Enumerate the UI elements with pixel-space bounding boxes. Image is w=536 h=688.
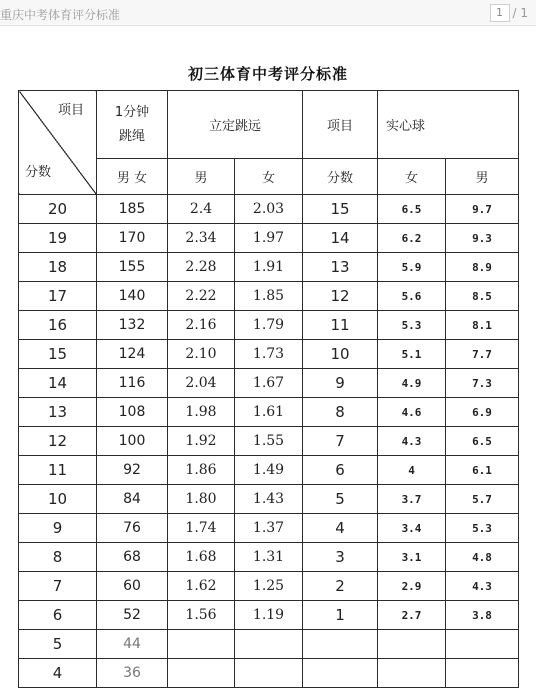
table-row — [19, 398, 519, 427]
jump-female-cell: 1.97 — [235, 224, 303, 253]
score-cell: 10 — [19, 485, 97, 514]
score2-cell: 11 — [303, 311, 378, 340]
score-cell: 9 — [19, 514, 97, 543]
jump-male-cell: 1.62 — [168, 572, 235, 601]
jump-male-cell: 2.10 — [168, 340, 235, 369]
ball-male-header: 男 — [446, 159, 519, 195]
jump-female-cell: 1.73 — [235, 340, 303, 369]
ball-female-cell: 3.4 — [378, 514, 446, 543]
table-row — [19, 601, 519, 630]
item-header: 项目 — [303, 91, 378, 159]
page-indicator — [490, 4, 529, 22]
jump-male-header: 男 — [168, 159, 235, 195]
jump-male-cell — [168, 659, 235, 688]
score-cell: 7 — [19, 572, 97, 601]
score2-cell: 9 — [303, 369, 378, 398]
ball-male-cell: 9.7 — [446, 195, 519, 224]
rope-cell: 116 — [97, 369, 168, 398]
rope-cell: 52 — [97, 601, 168, 630]
score-header: 分数 — [303, 159, 378, 195]
rope-cell: 170 — [97, 224, 168, 253]
rope-cell: 68 — [97, 543, 168, 572]
jump-male-cell: 1.98 — [168, 398, 235, 427]
score-table — [18, 90, 519, 688]
rope-cell: 100 — [97, 427, 168, 456]
score2-cell: 10 — [303, 340, 378, 369]
score-cell: 4 — [19, 659, 97, 688]
document-title: 重庆中考体育评分标准 — [0, 8, 121, 22]
ball-female-cell: 6.2 — [378, 224, 446, 253]
ball-male-cell — [446, 659, 519, 688]
table-row — [19, 253, 519, 282]
table-row — [19, 195, 519, 224]
jump-female-cell: 1.79 — [235, 311, 303, 340]
score2-cell: 7 — [303, 427, 378, 456]
table-row — [19, 659, 519, 688]
jump-female-header: 女 — [235, 159, 303, 195]
score2-cell: 5 — [303, 485, 378, 514]
score-cell: 17 — [19, 282, 97, 311]
jump-female-cell: 1.19 — [235, 601, 303, 630]
ball-male-cell: 5.3 — [446, 514, 519, 543]
jump-male-cell: 2.22 — [168, 282, 235, 311]
score2-cell — [303, 659, 378, 688]
table-title: 初三体育中考评分标准 — [187, 65, 348, 83]
score2-cell: 3 — [303, 543, 378, 572]
rope-cell: 155 — [97, 253, 168, 282]
table-row — [19, 224, 519, 253]
rope-cell: 36 — [97, 659, 168, 688]
table-row — [19, 427, 519, 456]
jump-female-cell: 1.67 — [235, 369, 303, 398]
jump-female-cell: 1.49 — [235, 456, 303, 485]
score-cell: 20 — [19, 195, 97, 224]
ball-female-header: 女 — [378, 159, 446, 195]
table-row — [19, 543, 519, 572]
score-cell: 18 — [19, 253, 97, 282]
ball-female-cell: 4.9 — [378, 369, 446, 398]
diag-label-item: 项目 — [57, 103, 84, 118]
score-cell: 15 — [19, 340, 97, 369]
ball-female-cell — [378, 659, 446, 688]
ball-female-cell: 5.1 — [378, 340, 446, 369]
table-row — [19, 514, 519, 543]
score2-cell: 1 — [303, 601, 378, 630]
jump-female-cell: 1.37 — [235, 514, 303, 543]
rope-cell: 84 — [97, 485, 168, 514]
long-jump-header: 立定跳远 — [168, 91, 303, 159]
jump-male-cell: 2.04 — [168, 369, 235, 398]
score2-cell: 12 — [303, 282, 378, 311]
jump-female-cell — [235, 659, 303, 688]
table-row — [19, 311, 519, 340]
score-cell: 14 — [19, 369, 97, 398]
jump-female-cell: 1.85 — [235, 282, 303, 311]
viewer-toolbar — [0, 0, 536, 26]
rope-header-line2: 跳绳 — [118, 128, 145, 144]
rope-gender-header: 男 女 — [97, 159, 168, 195]
score2-cell: 8 — [303, 398, 378, 427]
ball-female-cell: 5.3 — [378, 311, 446, 340]
jump-male-cell: 1.80 — [168, 485, 235, 514]
ball-female-cell: 3.1 — [378, 543, 446, 572]
rope-header-line1: 1分钟 — [114, 104, 150, 120]
ball-female-cell: 4.6 — [378, 398, 446, 427]
ball-female-cell: 5.6 — [378, 282, 446, 311]
rope-cell: 44 — [97, 630, 168, 659]
score2-cell: 6 — [303, 456, 378, 485]
table-row — [19, 282, 519, 311]
score-cell: 11 — [19, 456, 97, 485]
ball-male-cell: 4.3 — [446, 572, 519, 601]
score-cell: 6 — [19, 601, 97, 630]
rope-cell: 140 — [97, 282, 168, 311]
jump-female-cell: 1.31 — [235, 543, 303, 572]
rope-cell: 108 — [97, 398, 168, 427]
ball-female-cell: 2.7 — [378, 601, 446, 630]
ball-male-cell: 7.7 — [446, 340, 519, 369]
jump-female-cell: 1.91 — [235, 253, 303, 282]
diag-label-score: 分数 — [25, 165, 52, 180]
score-cell: 16 — [19, 311, 97, 340]
rope-header — [97, 91, 168, 159]
ball-male-cell: 8.5 — [446, 282, 519, 311]
score2-cell: 4 — [303, 514, 378, 543]
jump-female-cell: 1.25 — [235, 572, 303, 601]
score-cell: 8 — [19, 543, 97, 572]
ball-male-cell: 4.8 — [446, 543, 519, 572]
jump-female-cell — [235, 630, 303, 659]
rope-cell: 60 — [97, 572, 168, 601]
diagonal-header-cell — [19, 91, 97, 195]
score2-cell: 13 — [303, 253, 378, 282]
score2-cell: 2 — [303, 572, 378, 601]
jump-male-cell: 1.68 — [168, 543, 235, 572]
ball-male-cell: 8.1 — [446, 311, 519, 340]
jump-male-cell: 1.86 — [168, 456, 235, 485]
score2-cell — [303, 630, 378, 659]
ball-female-cell: 4.3 — [378, 427, 446, 456]
page-number-input[interactable]: 1 — [490, 4, 510, 22]
jump-male-cell: 2.16 — [168, 311, 235, 340]
jump-male-cell — [168, 630, 235, 659]
jump-female-cell: 1.55 — [235, 427, 303, 456]
jump-male-cell: 1.92 — [168, 427, 235, 456]
table-row — [19, 340, 519, 369]
score2-cell: 14 — [303, 224, 378, 253]
ball-female-cell — [378, 630, 446, 659]
jump-female-cell: 2.03 — [235, 195, 303, 224]
jump-female-cell: 1.61 — [235, 398, 303, 427]
rope-cell: 132 — [97, 311, 168, 340]
ball-male-cell: 6.5 — [446, 427, 519, 456]
ball-male-cell — [446, 630, 519, 659]
ball-header: 实心球 — [378, 91, 519, 159]
ball-male-cell: 7.3 — [446, 369, 519, 398]
table-row — [19, 369, 519, 398]
rope-cell: 185 — [97, 195, 168, 224]
rope-cell: 92 — [97, 456, 168, 485]
page-total: / 1 — [512, 6, 528, 20]
ball-female-cell: 5.9 — [378, 253, 446, 282]
ball-female-cell: 4 — [378, 456, 446, 485]
score-cell: 5 — [19, 630, 97, 659]
score-cell: 19 — [19, 224, 97, 253]
ball-male-cell: 3.8 — [446, 601, 519, 630]
jump-female-cell: 1.43 — [235, 485, 303, 514]
ball-female-cell: 2.9 — [378, 572, 446, 601]
table-row — [19, 630, 519, 659]
rope-cell: 76 — [97, 514, 168, 543]
ball-male-cell: 5.7 — [446, 485, 519, 514]
score2-cell: 15 — [303, 195, 378, 224]
ball-female-cell: 3.7 — [378, 485, 446, 514]
ball-male-cell: 9.3 — [446, 224, 519, 253]
jump-male-cell: 2.34 — [168, 224, 235, 253]
ball-male-cell: 6.9 — [446, 398, 519, 427]
ball-male-cell: 6.1 — [446, 456, 519, 485]
jump-male-cell: 2.4 — [168, 195, 235, 224]
jump-male-cell: 1.56 — [168, 601, 235, 630]
score-cell: 13 — [19, 398, 97, 427]
ball-male-cell: 8.9 — [446, 253, 519, 282]
ball-female-cell: 6.5 — [378, 195, 446, 224]
rope-cell: 124 — [97, 340, 168, 369]
table-row — [19, 572, 519, 601]
table-row — [19, 456, 519, 485]
table-row — [19, 485, 519, 514]
jump-male-cell: 2.28 — [168, 253, 235, 282]
score-cell: 12 — [19, 427, 97, 456]
jump-male-cell: 1.74 — [168, 514, 235, 543]
